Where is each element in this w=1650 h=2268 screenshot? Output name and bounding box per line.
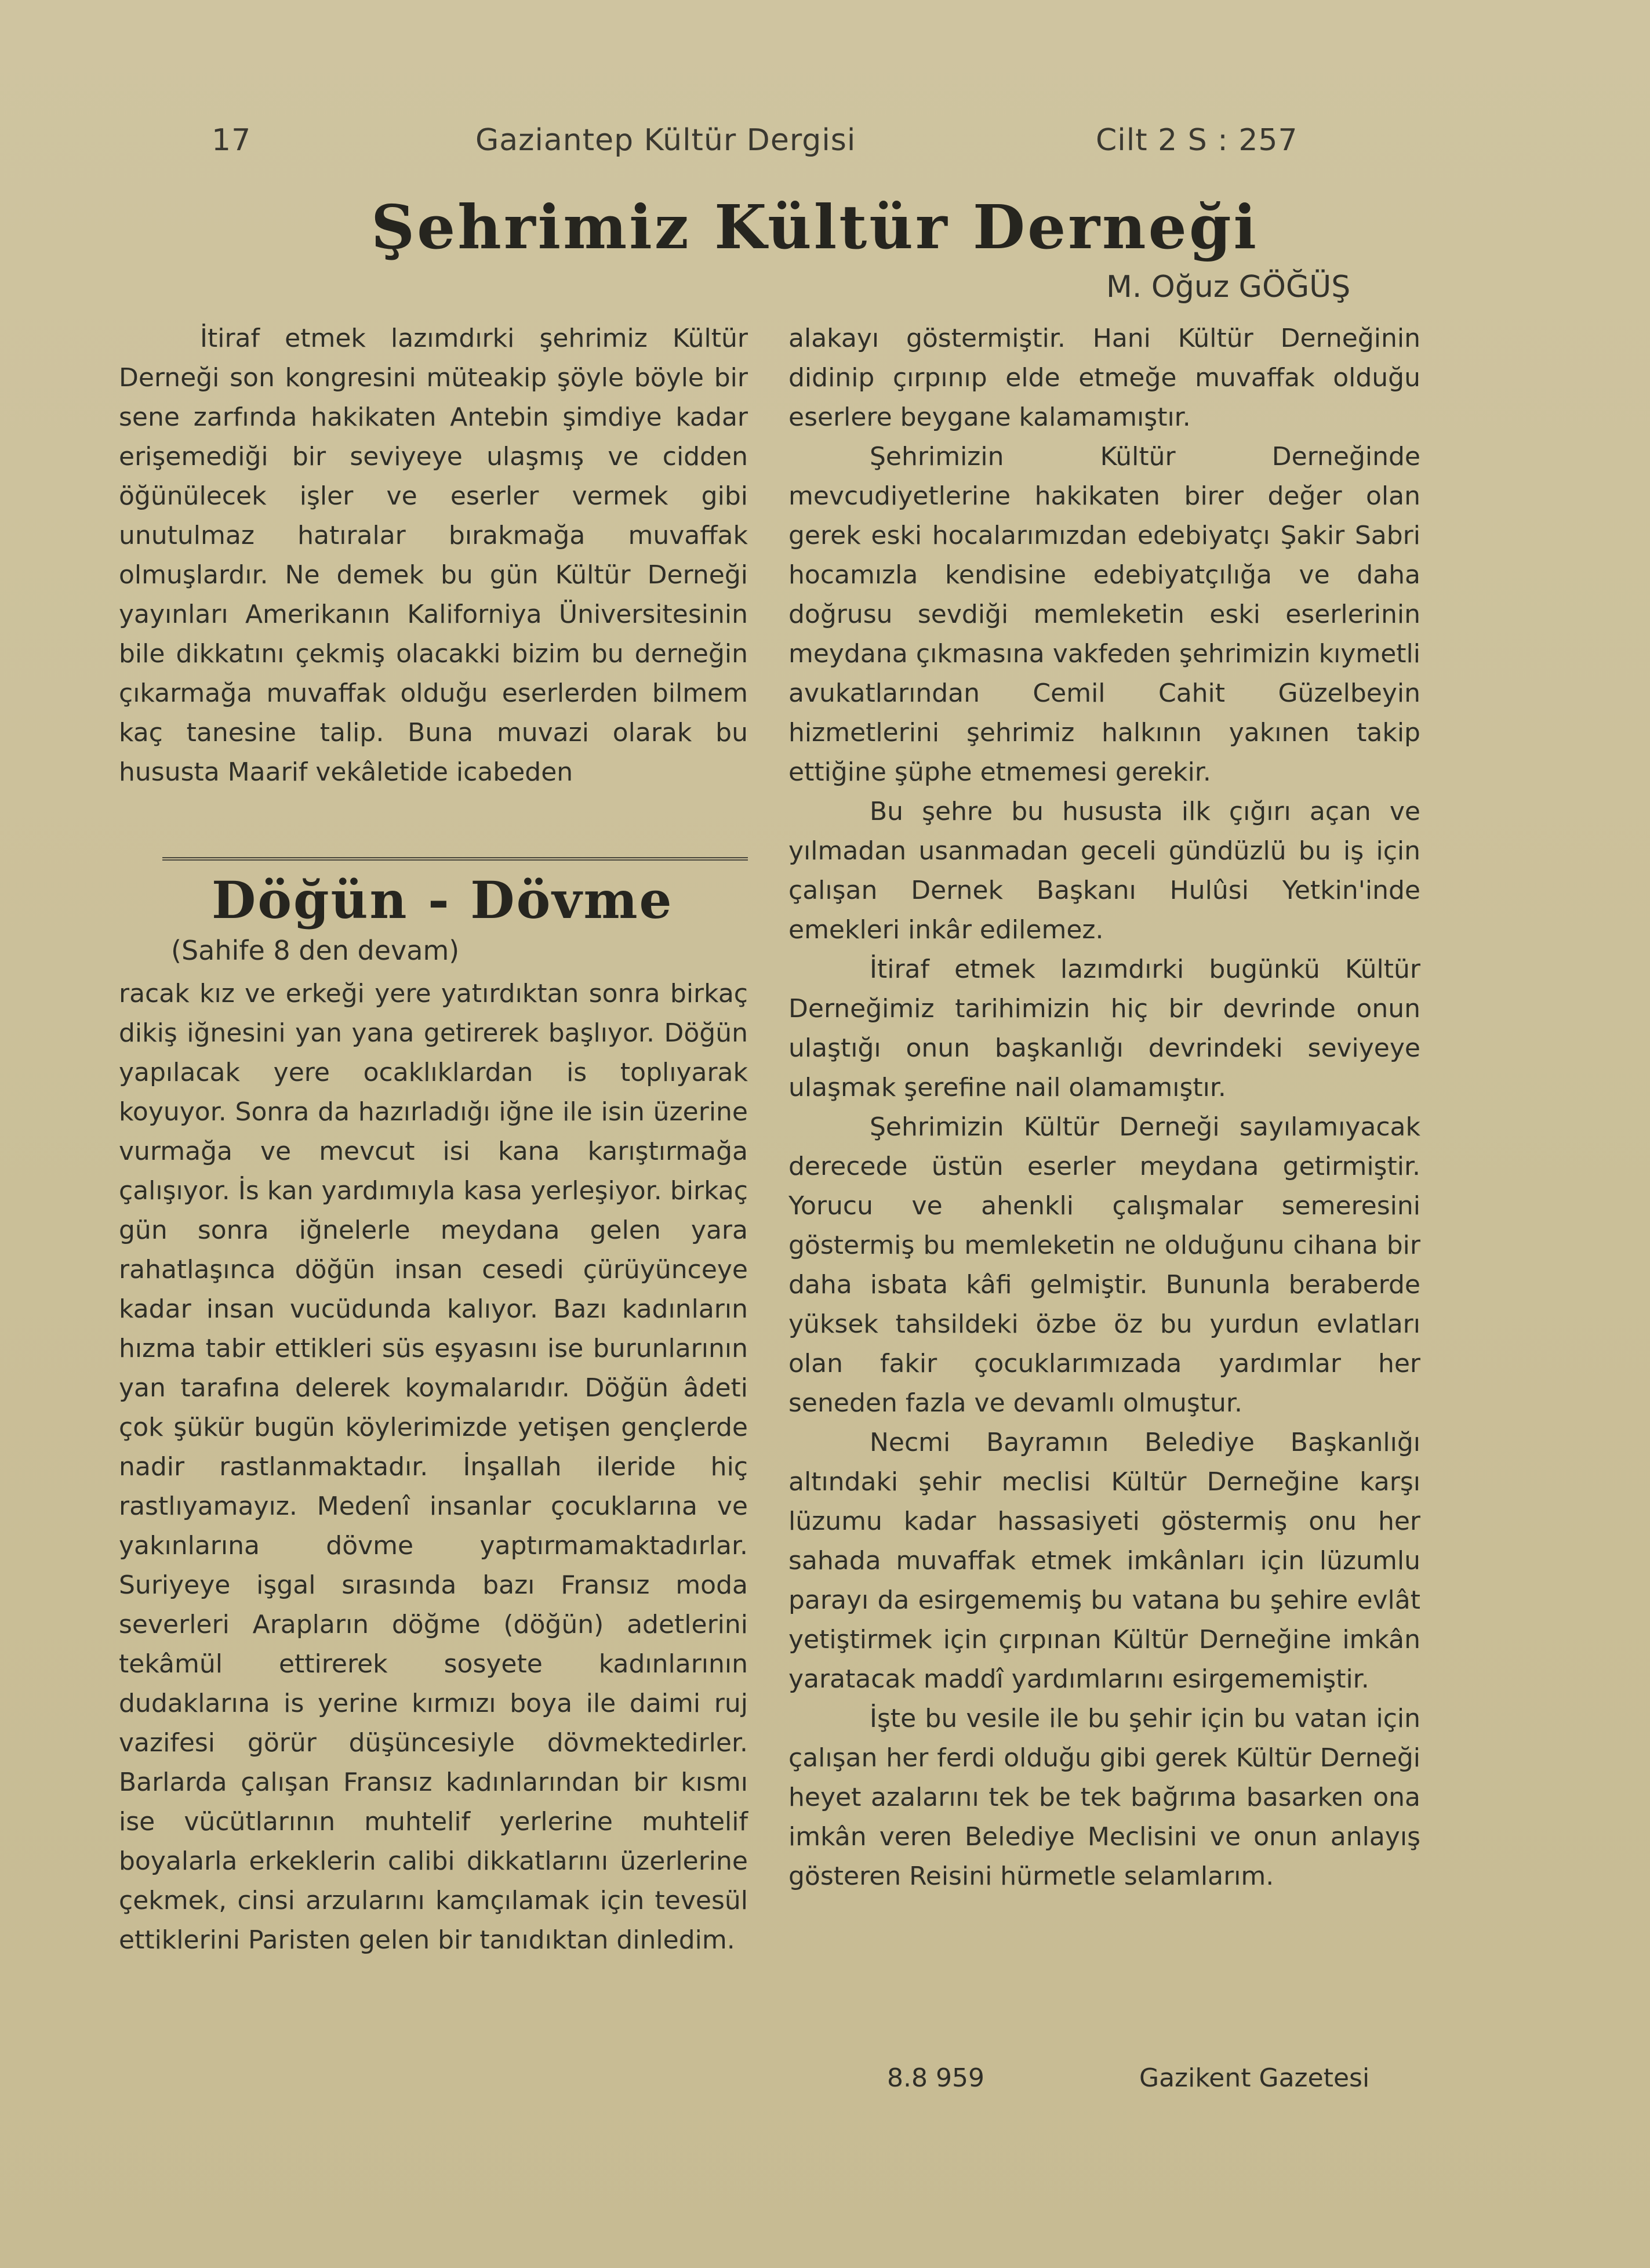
second-article-title: Döğün - Dövme bbox=[212, 870, 674, 930]
article-paragraph: İtiraf etmek lazımdırki bugünkü Kültür Derneğimiz tarihimizin hiç bir devrinde onun ulaştığı onun başkanlığı devrindeki seviyeye ulaşmak şerefine nail olamamıştır. bbox=[788, 955, 1420, 1102]
article-paragraph: İşte bu vesile ile bu şehir için bu vatan için çalışan her ferdi olduğu gibi gerek Kültür Derneği heyet azalarını tek be tek bağrıma basarken ona imkân veren Belediye Meclisini ve onun anlayış gösteren Reisini hürmetle selamlarım. bbox=[788, 1704, 1420, 1891]
article-title: Şehrimiz Kültür Derneği bbox=[371, 191, 1259, 263]
journal-name: Gaziantep Kültür Dergisi bbox=[475, 123, 856, 158]
issue-info: Cilt 2 S : 257 bbox=[1096, 123, 1298, 158]
article-paragraph: Necmi Bayramın Belediye Başkanlığı altındaki şehir meclisi Kültür Derneğine karşı lüzumu kadar hassasiyeti göstermiş onu her sahada muvaffak etmek imkânları için lüzumlu parayı da esirgememiş bu vatana bu şehire evlât yetiştirmek için çırpınan Kültür Derneğine imkân yaratacak maddî yardımlarını esirgememiştir. bbox=[788, 1428, 1420, 1694]
article-left-column bbox=[119, 319, 748, 792]
second-article-subtitle: (Sahife 8 den devam) bbox=[171, 935, 460, 966]
article-paragraph: Şehrimizin Kültür Derneğinde mevcudiyetlerine hakikaten birer değer olan gerek eski hocalarımızdan edebiyatçı Şakir Sabri hocamızla kendisine edebiyatçılığa ve daha doğrusu sevdiği memleketin eski eserlerinin meydana çıkmasına vakfeden şehrimizin kıymetli avukatlarından Cemil Cahit Güzelbeyin hizmetlerini şehrimiz halkının yakınen takip ettiğine şüphe etmemesi gerekir. bbox=[788, 442, 1420, 787]
article-right-column bbox=[788, 319, 1420, 1896]
article-paragraph: İtiraf etmek lazımdırki şehrimiz Kültür Derneği son kongresini müteakip şöyle böyle bir sene zarfında hakikaten Antebin şimdiye kadar erişemediği bir seviyeye ulaşmış ve cidden öğünülecek işler ve eserler vermek gibi unutulmaz hatıralar bırakmağa muvaffak olmuşlardır. Ne demek bu gün Kültür Derneği yayınları Amerikanın Kaliforniya Üniversitesinin bile dikkatını çekmiş olacakki bizim bu derneğin çıkarmağa muvaffak olduğu eserlerden bilmem kaç tanesine talip. Buna muvazi olarak bu hususta Maarif vekâletide icabeden bbox=[119, 324, 748, 787]
article-author: M. Oğuz GÖĞÜŞ bbox=[1106, 270, 1351, 304]
article-source: Gazikent Gazetesi bbox=[1139, 2063, 1370, 2093]
page-number: 17 bbox=[212, 123, 252, 158]
article-paragraph: Şehrimizin Kültür Derneği sayılamıyacak derecede üstün eserler meydana getirmiştir. Yorucu ve ahenkli çalışmalar semeresini göstermiş bu memleketin ne olduğunu cihana bir daha isbata kâfi gelmiştir. Bununla beraberde yüksek tahsildeki özbe öz bu yurdun evlatları olan fakir çocuklarımızada yardımlar her seneden fazla ve devamlı olmuştur. bbox=[788, 1112, 1420, 1418]
article-date: 8.8 959 bbox=[887, 2063, 984, 2093]
section-divider bbox=[162, 857, 748, 861]
second-article-body bbox=[119, 974, 748, 1960]
article-paragraph: alakayı göstermiştir. Hani Kültür Derneğinin didinip çırpınıp elde etmeğe muvaffak olduğu eserlere beygane kalamamıştır. bbox=[788, 324, 1420, 432]
article-paragraph: Bu şehre bu hususta ilk çığırı açan ve yılmadan usanmadan geceli gündüzlü bu iş için çalışan Dernek Başkanı Hulûsi Yetkin'inde emekleri inkâr edilemez. bbox=[788, 797, 1420, 945]
article-paragraph: racak kız ve erkeği yere yatırdıktan sonra birkaç dikiş iğnesini yan yana getirerek başlıyor. Döğün yapılacak yere ocaklıklardan is toplıyarak koyuyor. Sonra da hazırladığı iğne ile isin üzerine vurmağa ve mevcut isi kana karıştırmağa çalışıyor. İs kan yardımıyla kasa yerleşiyor. birkaç gün sonra iğnelerle meydana gelen yara rahatlaşınca döğün insan cesedi çürüyünceye kadar insan vucüdunda kalıyor. Bazı kadınların hızma tabir ettikleri süs eşyasını ise burunlarının yan tarafına delerek koymalarıdır. Döğün âdeti çok şükür bugün köylerimizde yetişen gençlerde nadir rastlanmaktadır. İnşallah ileride hiç rastlıyamayız. Medenî insanlar çocuklarına ve yakınlarına dövme yaptırmamaktadırlar. Suriyeye işgal sırasında bazı Fransız moda severleri Arapların döğme (döğün) adetlerini tekâmül ettirerek sosyete kadınlarının dudaklarına is yerine kırmızı boya ile daimi ruj vazifesi görür düşüncesiyle dövmektedirler. Barlarda çalışan Fransız kadınlarından bir kısmı ise vücütlarının muhtelif yerlerine muhtelif boyalarla erkeklerin calibi dikkatlarını üzerlerine çekmek, cinsi arzularını kamçılamak için tevesül ettiklerini Paristen gelen bir tanıdıktan dinledim. bbox=[119, 979, 748, 1955]
